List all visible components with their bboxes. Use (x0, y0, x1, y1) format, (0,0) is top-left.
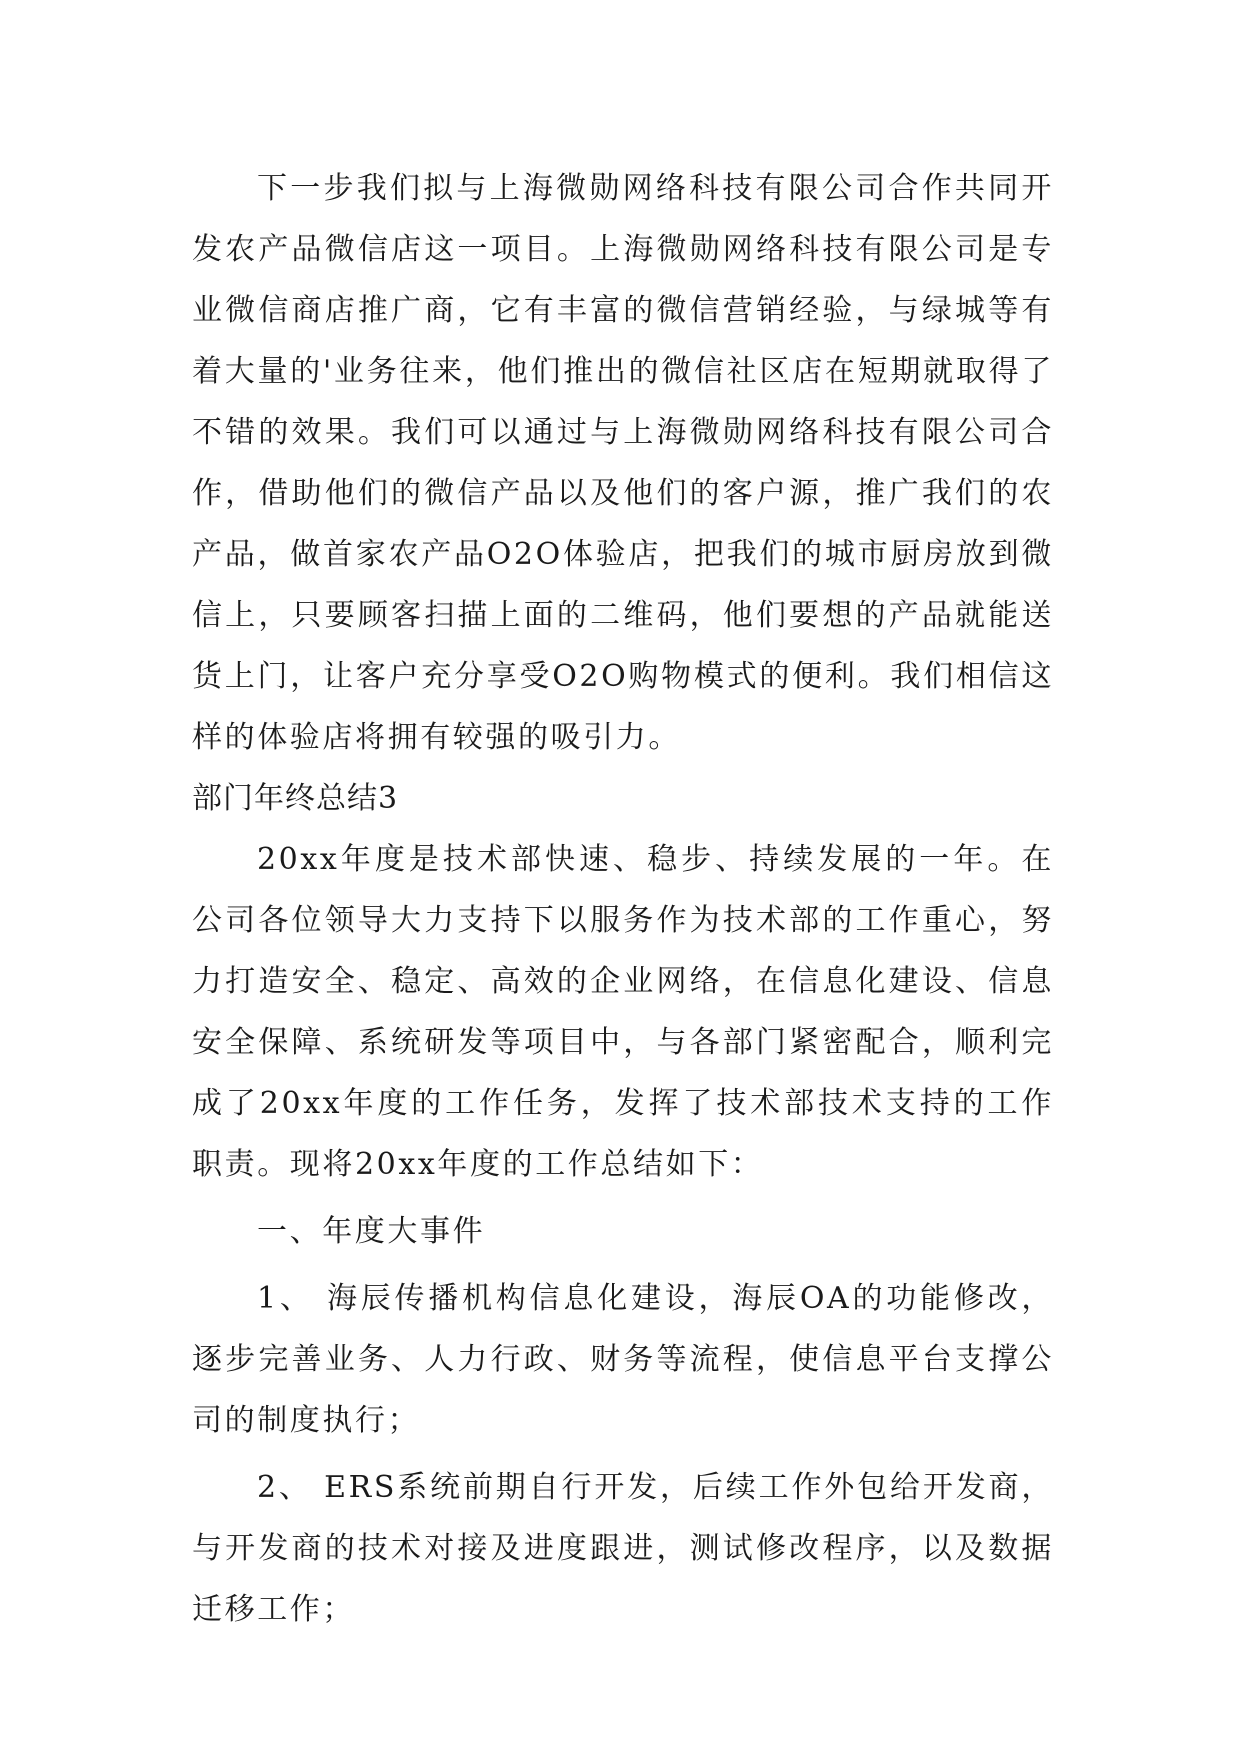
paragraph-annual-intro: 20xx年度是技术部快速、稳步、持续发展的一年。在公司各位领导大力支持下以服务作为技术部的工作重心，努力打造安全、稳定、高效的企业网络，在信息化建设、信息安全保障、系统研发等项目中，与各部门紧密配合，顺利完成了20xx年度的工作任务，发挥了技术部技术支持的工作职责。现将20xx年度的工作总结如下： (192, 842, 1054, 1182)
paragraph-wechat-store-plan: 下一步我们拟与上海微勋网络科技有限公司合作共同开发农产品微信店这一项目。上海微勋网络科技有限公司是专业微信商店推广商，它有丰富的微信营销经验，与绿城等有着大量的'业务往来，他们推出的微信社区店在短期就取得了不错的效果。我们可以通过与上海微勋网络科技有限公司合作，借助他们的微信产品以及他们的客户源，推广我们的农产品，做首家农产品O2O体验店，把我们的城市厨房放到微信上，只要顾客扫描上面的二维码，他们要想的产品就能送货上门，让客户充分享受O2O购物模式的便利。我们相信这样的体验店将拥有较强的吸引力。 (192, 171, 1054, 755)
list-item-2: 2、 ERS系统前期自行开发，后续工作外包给开发商，与开发商的技术对接及进度跟进，测试修改程序，以及数据迁移工作； (192, 1470, 1054, 1627)
subheading-annual-events: 一、年度大事件 (257, 1214, 486, 1249)
document-body (192, 158, 1054, 1640)
section-heading: 部门年终总结3 (192, 781, 399, 816)
list-item-1: 1、 海辰传播机构信息化建设，海辰OA的功能修改，逐步完善业务、人力行政、财务等流程，使信息平台支撑公司的制度执行； (192, 1281, 1054, 1438)
